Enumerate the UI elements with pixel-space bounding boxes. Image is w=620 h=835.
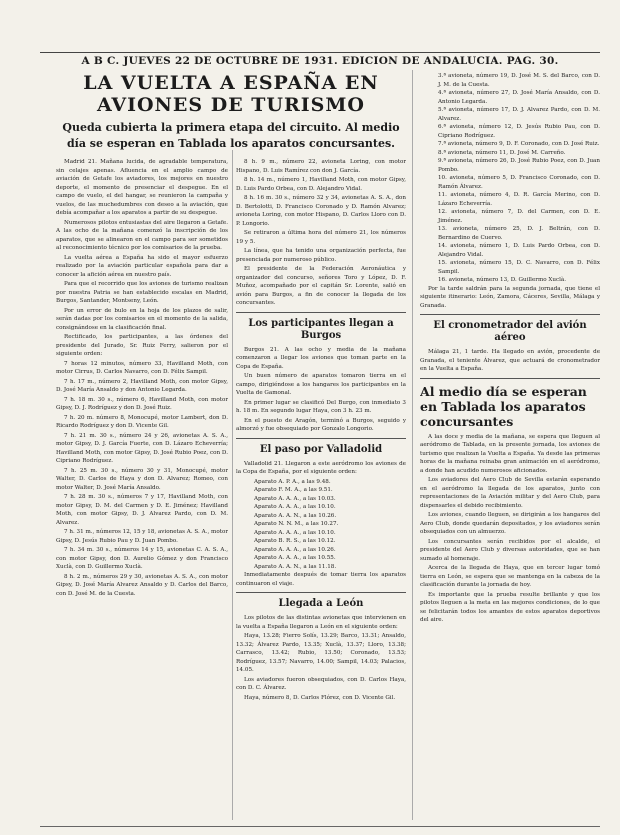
paragraph: 7 h. 31 m., números 12, 15 y 18, avionetas A. S. A., motor Gipsy, D. Jesús Rubio Pau y D. Juan Pombo.	[56, 529, 228, 544]
column-1	[56, 158, 228, 818]
article-subheadline: Queda cubierta la primera etapa del circuito. Al medio día se esperan en Tablada los aparatos concursantes.	[62, 121, 400, 150]
paragraph: Haya, número 8, D. Carlos Flórez, con D. Vicente Gil.	[244, 694, 396, 701]
paragraph: 7 h. 21 m. 30 s., número 24 y 26, avionetas A. S. A., motor Gipsy, D. J. García Fuerte, con D. Lázaro Echeverría; Havilland Moth, con motor Gipsy, D. José Rubio Poez, con D. Cipriano Rodríguez.	[56, 432, 228, 464]
arrivals-list	[236, 478, 406, 572]
list-item: Aparato A. A. N., a las 11.18.	[254, 563, 337, 570]
list-item: 12. avioneta, número 7, D. del Carmen, con D. E. Jiménez.	[438, 209, 600, 224]
list-item: 13. avioneta, número 25, D. J. Beltrán, con D. Bernardino de Cuervo.	[438, 226, 600, 241]
list-item: 16. avioneta, número 13, D. Guillermo Xuclà.	[438, 277, 567, 283]
section-heading-tablada: Al medio día se esperan en Tablada los aparatos concursantes	[420, 383, 587, 429]
paragraph: Los concursantes serán recibidos por el alcalde, el presidente del Aero Club y diversas autoridades, que se han sumado al homenaje.	[420, 538, 600, 562]
paragraph: Los aviadores del Aero Club de Sevilla estarán esperando en el aeródromo la llegada de los aparatos, junto con representaciones de la Aviación militar y del Aero Club, para dispensarles el debido recibimiento.	[420, 477, 600, 509]
paragraph: 7 h. 34 m. 30 s., números 14 y 15, avionetas C. A. S. A., con motor Gipsy, don D. Aurelio Gómez y don Francisco Xuclà, con D. Guillermo Xuclà.	[56, 547, 228, 570]
paragraph: Los pilotos de las distintas avionetas que intervienen en la vuelta a España llegaron a León en el siguiente orden:	[236, 615, 406, 630]
list-item: 3.ª avioneta, número 19, D. José M. S. del Barco, con D. J. M. de la Cuesta.	[438, 73, 600, 88]
paragraph: En primer lugar se clasificó Del Burgo, con inmediato 3 h. 18 m. En segundo lugar Haya, con 3 h. 23 m.	[236, 399, 406, 414]
paragraph: 8 h. 2 m., números 29 y 30, avionetas A. S. A., con motor Gipsy, D. José María Alvarez Ansaldo y D. Carlos del Barco, con D. José M. de la Cuesta.	[56, 573, 228, 597]
paragraph: 7 horas 12 minutos, número 33, Havilland Moth, con motor Cirrus, D. Carlos Navarro, con D. Félix Sampil.	[56, 360, 228, 375]
paragraph: Haya, 13.28; Fierro Solís, 13.29; Barco, 13.31; Ansaldo, 13.32; Álvarez Pardo, 13.35; Xuclà, 13.37; Lloro, 13.38; Carrasco, 13.42; Rubio, 13.50; Coronado, 13.53; Rodríguez, 13.57; Navarro, 14.00; Sampil, 14.03; Palacios, 14.05.	[236, 633, 406, 673]
paragraph: Inmediatamente después de tomar tierra los aparatos continuaron el viaje.	[236, 572, 406, 587]
paragraph: Se retiraron a última hora del número 21, los números 19 y 5.	[236, 230, 406, 245]
paragraph: Los aviadores fueron obsequiados, con D. Carlos Haya, con D. C. Álvarez.	[236, 676, 406, 691]
classification-list	[420, 72, 600, 285]
column-2	[236, 158, 406, 818]
list-item: Aparato N. N. M., a las 10.27.	[254, 521, 339, 527]
paragraph: Es importante que la prueba resulte brillante y que los pilotos lleguen a la meta en las mejores condiciones, de lo que se felicitarán todos los amantes de estos aparatos deportivos del aire.	[420, 591, 600, 623]
list-item: 4.ª avioneta, número 27, D. José María Ansaldo, con D. Antonio Legarda.	[438, 90, 600, 105]
section-divider	[236, 592, 406, 593]
section-heading-leon: Llegada a León	[278, 598, 364, 609]
paragraph: Un buen número de aparatos tomaron tierra en el campo, dirigiéndose a los hangares los participantes en la Vuelta de Gamonal.	[236, 373, 406, 396]
section-divider	[236, 312, 406, 313]
paragraph: Por un error de bulo en la hoja de los plazos de salir, serán dadas por los comisarios en el momento de la salida, consignándose en la clasificación final.	[56, 307, 228, 331]
section-divider	[420, 378, 600, 379]
paragraph: Acerca de la llegada de Haya, que en tercer lugar tomó tierra en León, se espera que se mantenga en la cabeza de la clasificación durante la jornada de hoy.	[420, 565, 600, 588]
list-item: 15. avioneta, número 15, D. C. Navarro, con D. Félix Sampil.	[438, 260, 600, 275]
list-item: Aparato A. A. A., a las 10.10.	[254, 529, 336, 536]
list-item: 10. avioneta, número 5, D. Francisco Coronado, con D. Ramón Álvarez.	[438, 175, 600, 190]
list-item: Aparato B. R. S., a las 10.12.	[254, 538, 336, 544]
top-rule	[40, 52, 600, 53]
paragraph: 7 h. 25 m. 30 s., número 30 y 31, Monocupé, motor Walter, D. Carlos de Haya y don D. Alvarez; Romeo, con motor Walter, D. José María Ansaldo.	[56, 467, 228, 491]
paragraph: Rectificado, los participantes, a las órdenes del presidente del Jurado, Sr. Ruiz Ferry, salieron por el siguiente orden:	[56, 334, 228, 357]
column-divider	[232, 150, 233, 820]
section-divider	[420, 314, 600, 315]
list-item: 14. avioneta, número 1, D. Luis Pardo Orbea, con D. Alejandro Vidal.	[438, 243, 600, 258]
bottom-rule	[40, 826, 600, 827]
section-heading-valladolid: El paso por Valladolid	[259, 443, 383, 455]
paragraph: Madrid 21. Mañana lucida, de agradable temperatura, sin celajes apenas. Afluencia en el amplio campo de aviación de Getafe los aviadores, los mejores en nuestro deporte, el momento de presenciar el despegue. En el campo de vuelo, el del hangar, se reunieron la campaña y vuelos, de las muchedumbres con deseo a la aviación, que debía acompañar a los aparatos a partir de su despegue.	[56, 159, 228, 216]
list-item: Aparato A. A. A., a las 10.10.	[254, 504, 336, 510]
page-header: A B C. JUEVES 22 DE OCTUBRE DE 1931. EDICION DE ANDALUCIA. PAG. 30.	[81, 55, 559, 67]
paragraph: El presidente de la Federación Aeronáutica y organizador del concurso, señores Toro y López, D. F. Muñoz, acompañado por el capitán Sr. Lorente, salió en avión para Burgos, a fin de conocer la llegada de los concursantes.	[236, 266, 406, 306]
paragraph: Málaga 21, 1 tarde. Ha llegado en avión, procedente de Granada, el teniente Álvarez, que actuará de cronometrador en la Vuelta a España.	[420, 349, 600, 372]
article-headline: LA VUELTA A ESPAÑA EN AVIONES DE TURISMO	[83, 72, 379, 116]
paragraph: Por la tarde saldrán para la segunda jornada, que tiene el siguiente itinerario: León, Zamora, Cáceres, Sevilla, Málaga y Granada.	[420, 285, 600, 309]
paragraph: 8 h. 16 m. 30 s., número 32 y 34, avionetas A. S. A., don D. Bertolotti, D. Francisco Coronado y D. Ramón Alvarez; avioneta Loring, con motor Hispano, D. Carlos Lloro con D. P. Longorio.	[236, 195, 406, 227]
list-item: 5.ª avioneta, número 17, D. J. Alvarez Pardo, con D. M. Alvarez.	[438, 107, 600, 122]
paragraph: 8 h. 9 m., número 22, avioneta Loring, con motor Hispano, D. Luis Ramírez con don J. García.	[236, 159, 406, 174]
paragraph: La vuelta aérea a España ha sido el mayor esfuerzo realizado por la aviación particular española para dar a conocer la afición aérea en nuestro país.	[56, 254, 228, 278]
section-divider	[236, 438, 406, 439]
paragraph: Numerosos pilotos entusiastas del aire llegaron a Getafe. A las ocho de la mañana comenzó la inscripción de los aparatos, que se alinearon en el campo para ser sometidos al reconocimiento técnico por los comisarios de la prueba.	[56, 219, 228, 251]
paragraph: 7 h. 20 m. número 8, Monocupé, motor Lambert, don D. Ricardo Rodríguez y don D. Vicente Gil.	[56, 414, 228, 429]
list-item: Aparato A. A. A., a las 10.26.	[254, 546, 336, 553]
paragraph: 7 h. 17 m., número 2, Havilland Moth, con motor Gipsy, D. José María Ansaldo y don Antonio Legarda.	[56, 378, 228, 393]
list-item: Aparato A. A. A., a las 10.03.	[254, 495, 336, 502]
paragraph: Los aviones, cuando lleguen, se dirigirán a los hangares del Aero Club, donde quedarán depositados, y los aviadores serán obsequiados con un almuerzo.	[420, 512, 600, 535]
column-divider	[412, 70, 413, 820]
paragraph: A las doce y media de la mañana, se espera que lleguen al aeródromo de Tablada, en la presente jornada, los aviones de turismo que realizan la Vuelta a España. Ya desde las primeras horas de la mañana reinaba gran animación en el aeródromo, a donde han acudido numerosos aficionados.	[420, 433, 600, 474]
list-item: Aparato A. P. A., a las 9.48.	[254, 478, 331, 485]
list-item: Aparato A. A. A., a las 10.55.	[254, 555, 336, 561]
column-3	[420, 72, 600, 818]
paragraph: Valladolid 21. Llegaron a este aeródromo los aviones de la Copa de España, por el siguiente orden:	[236, 460, 406, 475]
paragraph: Burgos 21. A las ocho y media de la mañana comenzaron a llegar los aviones que toman parte en la Copa de España.	[236, 346, 406, 370]
paragraph: En el puesto de Aragón, terminó a Burgos, seguido y almorzó y fue obsequiado por Gonzalo Longorio.	[236, 417, 406, 432]
paragraph: 7 h. 18 m. 30 s., número 6, Havilland Moth, con motor Gipsy, D. J. Rodríguez y don D. José Ruiz.	[56, 396, 228, 411]
section-heading-burgos: Los participantes llegan a Burgos	[248, 317, 394, 341]
list-item: 6.ª avioneta, número 12, D. Jesús Rubio Pau, con D. Cipriano Rodríguez.	[438, 124, 600, 139]
list-item: 11. avioneta, número 4, D. R. García Merino, con D. Lázaro Echeverría.	[438, 192, 600, 207]
list-item: Aparato A. A. N., a las 10.26.	[254, 512, 337, 519]
paragraph: La línea, que ha tenido una organización perfecta, fue presenciada por numeroso público.	[236, 248, 406, 263]
list-item: 8.ª avioneta, número 11, D. José M. Carreño.	[438, 149, 566, 156]
list-item: 9.ª avioneta, número 26, D. José Rubio Poez, con D. Juan Pombo.	[438, 158, 600, 173]
section-heading-cronometrador: El cronometrador del avión aéreo	[433, 320, 587, 343]
paragraph: 7 h. 28 m. 30 s., números 7 y 17, Havilland Moth, con motor Gipsy, D. M. del Carmen y D. E. Jiménez; Havilland Moth, con motor Gipsy, D. J. Alvarez Pardo, con D. M. Alvarez.	[56, 494, 228, 526]
list-item: Aparato F. M. A., a las 9.51.	[254, 487, 333, 493]
paragraph: Para que el recorrido que los aviones de turismo realizan por nuestra Patria se han establecido escalas en Madrid, Burgos, Santander, Montseny, León.	[56, 281, 228, 304]
list-item: 7.ª avioneta, número 9, D. F. Coronado, con D. José Ruiz.	[438, 141, 600, 147]
paragraph: 8 h. 14 m., número 1, Havilland Moth, con motor Gipsy, D. Luis Pardo Orbea, con D. Alejandro Vidal.	[236, 177, 406, 192]
